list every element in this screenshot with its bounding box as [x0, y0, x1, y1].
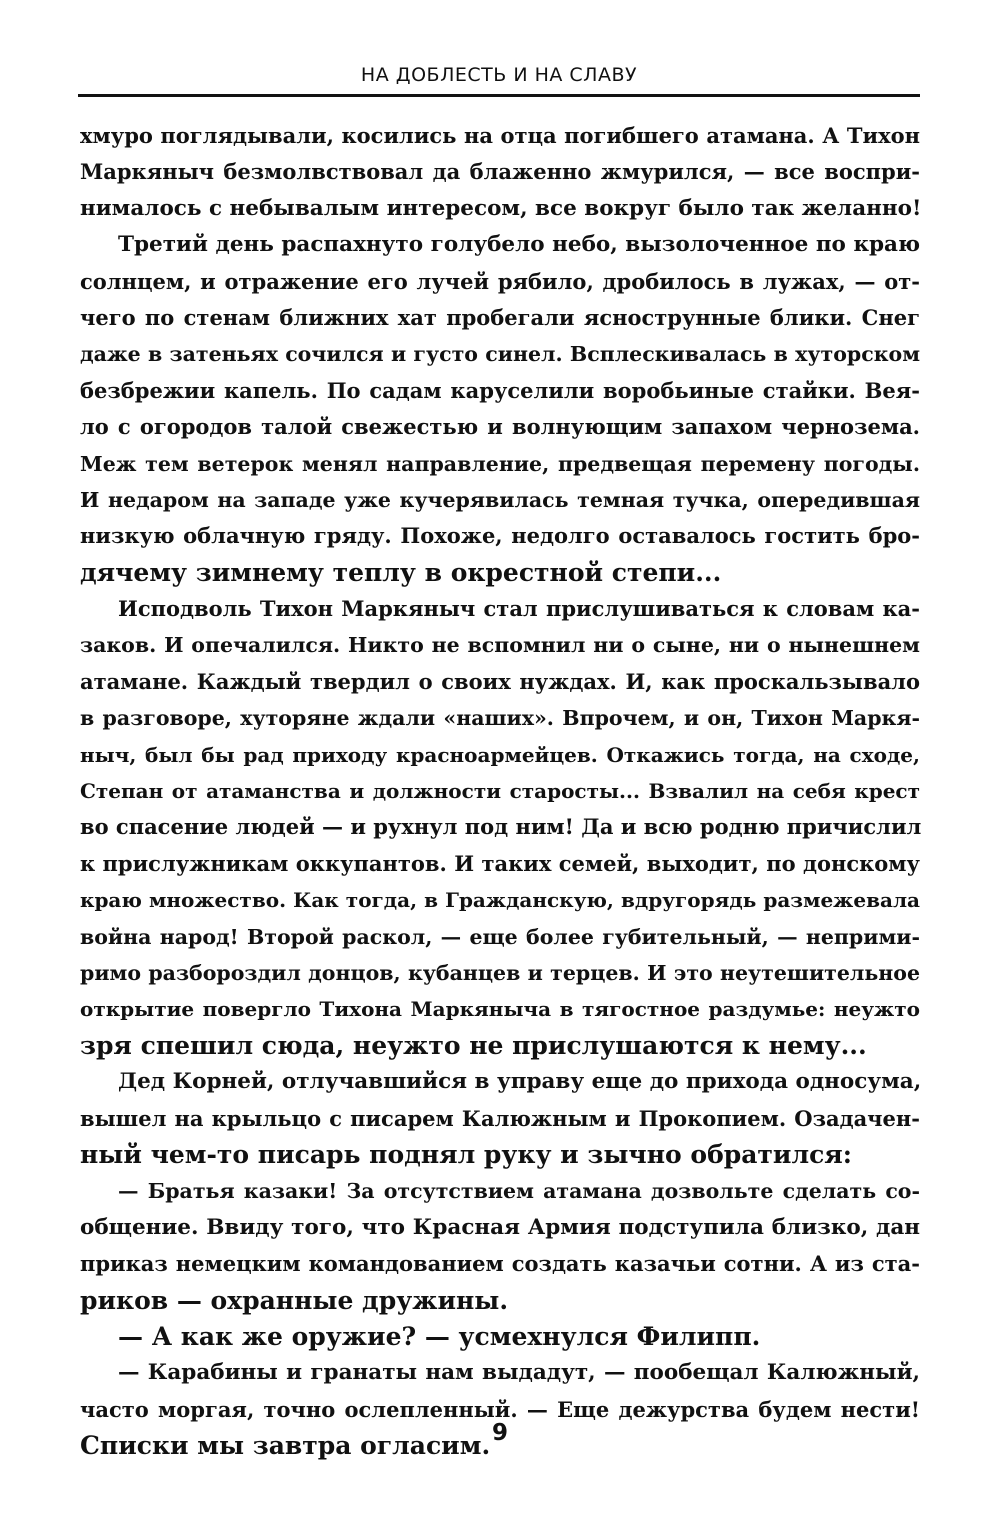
text-line: безбрежии капель. По садам каруселили воробьиные стайки. Вея-: [80, 377, 920, 403]
text-line: во спасение людей — и рухнул под ним! Да и всю родню причислил: [80, 814, 922, 840]
text-line: Маркяныч безмолвствовал да блаженно жмурился, — все воспри-: [80, 159, 920, 185]
text-line: чего по стенам ближних хат пробегали яснострунные блики. Снег: [80, 304, 920, 330]
text-line: хмуро поглядывали, косились на отца погибшего атамана. А Тихон: [80, 123, 920, 148]
text-line: приказ немецким командованием создать казачьи сотни. А из ста-: [80, 1251, 920, 1277]
running-title: НА ДОБЛЕСТЬ И НА СЛАВУ: [360, 64, 638, 86]
text-line: риков — охранные дружины.: [80, 1285, 509, 1315]
text-line: нималось с небывалым интересом, все вокруг было так желанно!: [80, 195, 922, 221]
text-line: краю множество. Как тогда, в Гражданскую, вдругорядь размежевала: [80, 888, 920, 913]
text-line: Третий день распахнуто голубело небо, вызолоченное по краю: [118, 232, 920, 258]
text-line: вышел на крыльцо с писарем Калюжным и Прокопием. Озадачен-: [80, 1105, 920, 1131]
text-line: И недаром на западе уже кучерявилась темная тучка, опередившая: [80, 487, 920, 512]
text-line: в разговоре, хуторяне ждали «наших». Впрочем, и он, Тихон Маркя-: [80, 706, 920, 731]
text-line: атамане. Каждый твердил о своих нуждах. И, как проскальзывало: [80, 668, 920, 694]
text-line: римо разбороздил донцов, кубанцев и терцев. И это неутешительное: [80, 960, 920, 985]
text-line: — А как же оружие? — усмехнулся Филипп.: [118, 1321, 761, 1351]
text-line: ный чем-то писарь поднял руку и зычно обратился:: [80, 1139, 853, 1169]
header-rule: [78, 94, 920, 97]
text-line: Исподволь Тихон Маркяныч стал прислушиваться к словам ка-: [118, 596, 920, 622]
text-line: низкую облачную гряду. Похоже, недолго оставалось гостить бро-: [80, 523, 920, 549]
text-line: война народ! Второй раскол, — еще более губительный, — неприми-: [80, 924, 920, 949]
text-line: заков. И опечалился. Никто не вспомнил ни о сыне, ни о нынешнем: [80, 633, 920, 658]
text-line: — Братья казаки! За отсутствием атамана дозвольте сделать со-: [118, 1179, 920, 1204]
text-line: дячему зимнему теплу в окрестной степи...: [80, 557, 722, 587]
page-number: 9: [491, 1420, 508, 1446]
text-line: Списки мы завтра огласим.: [80, 1431, 491, 1461]
text-line: даже в затеньях сочился и густо синел. Всплескивалась в хуторском: [80, 342, 920, 367]
text-line: зря спешил сюда, неужто не прислушаются к нему...: [80, 1030, 867, 1060]
text-line: открытие повергло Тихона Маркяныча в тягостное раздумье: неужто: [80, 997, 920, 1022]
text-line: к прислужникам оккупантов. И таких семей, выходит, по донскому: [80, 850, 920, 876]
text-line: ло с огородов талой свежестью и волнующим запахом чернозема.: [80, 414, 920, 440]
text-line: солнцем, и отражение его лучей рябило, дробилось в лужах, — от-: [80, 268, 920, 294]
text-line: Меж тем ветерок менял направление, предвещая перемену погоды.: [80, 451, 920, 476]
text-line: общение. Ввиду того, что Красная Армия подступила близко, дан: [80, 1214, 920, 1240]
text-line: Степан от атаманства и должности старосты... Взвалил на себя крест: [80, 779, 920, 804]
text-line: часто моргая, точно ослепленный. — Еще дежурства будем нести!: [80, 1396, 920, 1422]
text-line: ныч, был бы рад приходу красноармейцев. Откажись тогда, на сходе,: [80, 742, 920, 767]
body-text: [80, 118, 920, 1464]
text-line: Дед Корней, отлучавшийся в управу еще до прихода односума,: [118, 1069, 922, 1095]
text-line: — Карабины и гранаты нам выдадут, — пообещал Калюжный,: [118, 1360, 920, 1386]
